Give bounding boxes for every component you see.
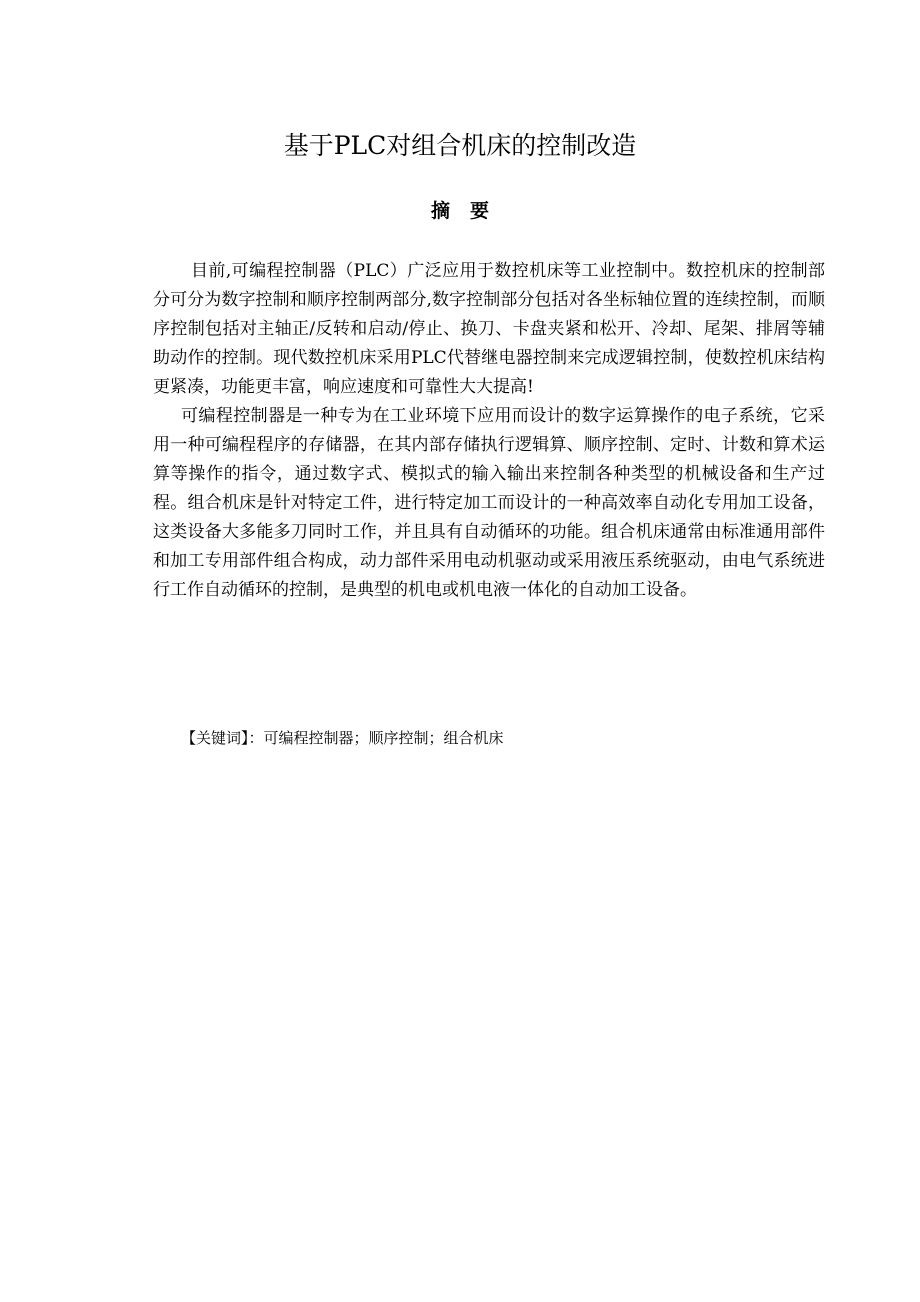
abstract-paragraph-2: 可编程控制器是一种专为在工业环境下应用而设计的数字运算操作的电子系统，它采用一种可编程程序的存储器，在其内部存储执行逻辑算、顺序控制、定时、计数和算术运算等操作的指令，通过数字式、模拟式的输入输出来控制各种类型的机械设备和生产过程。组合机床是针对特定工件，进行特定加工而设计的一种高效率自动化专用加工设备，这类设备大多能多刀同时工作，并且具有自动循环的功能。组合机床通常由标准通用部件和加工专用部件组合构成，动力部件采用电动机驱动或采用液压系统驱动，由电气系统进行工作自动循环的控制，是典型的机电或机电液一体化的自动加工设备。 bbox=[153, 406, 825, 600]
document-title: 基于PLC对组合机床的控制改造 bbox=[283, 131, 637, 160]
keywords-line: 【关键词】：可编程控制器；顺序控制；组合机床 bbox=[181, 729, 504, 747]
abstract-body bbox=[153, 257, 825, 605]
abstract-heading: 摘要 bbox=[430, 200, 509, 222]
abstract-paragraph-1: 目前,可编程控制器（PLC）广泛应用于数控机床等工业控制中。数控机床的控制部分可分为数字控制和顺序控制两部分,数字控制部分包括对各坐标轴位置的连续控制，而顺序控制包括对主轴正/反转和启动/停止、换刀、卡盘夹紧和松开、冷却、尾架、排屑等辅助动作的控制。现代数控机床采用PLC代替继电器控制来完成逻辑控制，使数控机床结构更紧凑，功能更丰富，响应速度和可靠性大大提高! bbox=[153, 261, 825, 397]
